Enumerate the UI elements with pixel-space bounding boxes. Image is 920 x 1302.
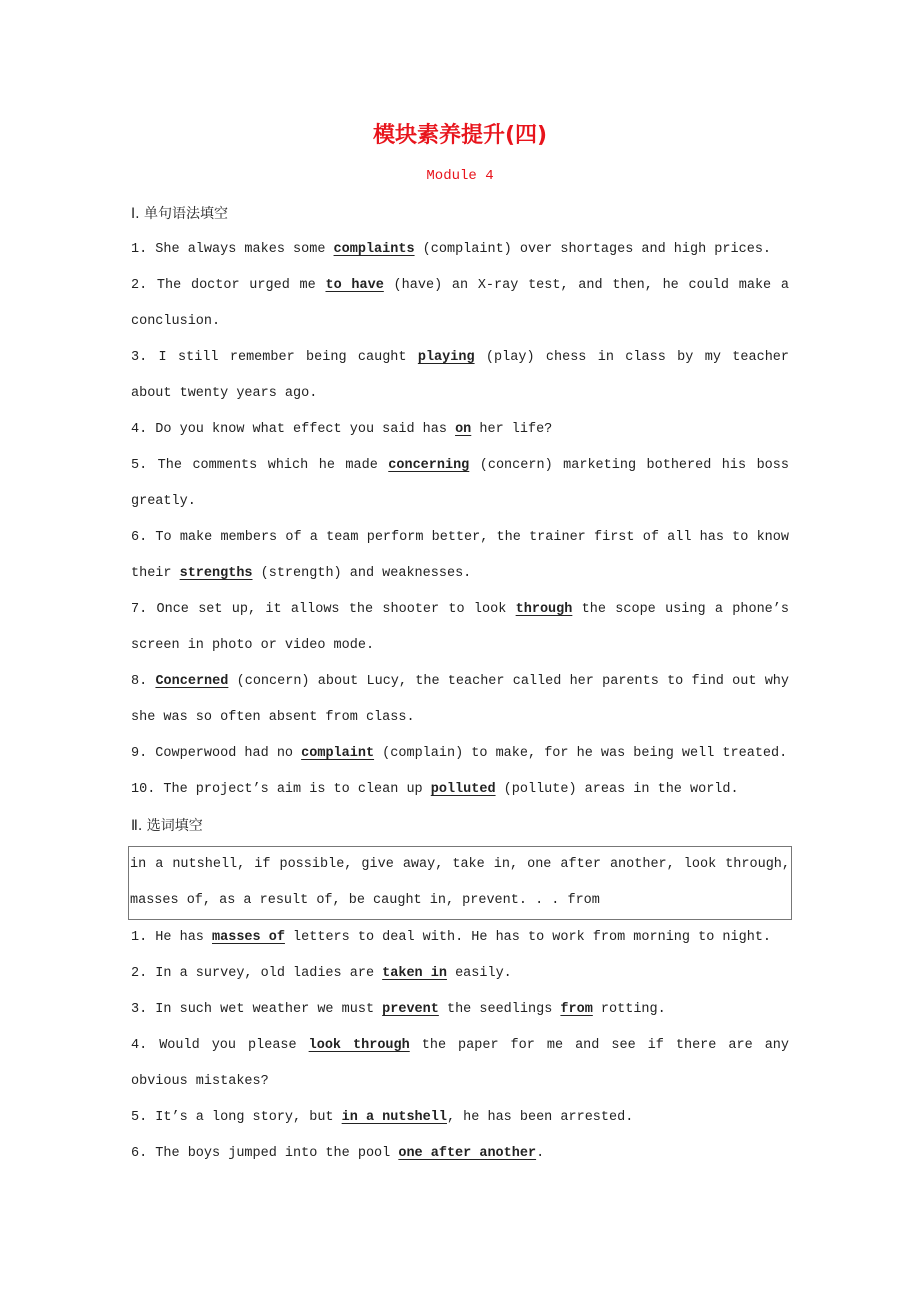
question-item — [131, 412, 789, 448]
question-text: 6. The boys jumped into the pool — [131, 1146, 399, 1161]
question-text: letters to deal with. He has to work from morning to night. — [284, 930, 772, 945]
question-text: 4. Do you know what effect you said has — [131, 422, 456, 437]
question-text: , he has been arrested. — [446, 1110, 634, 1125]
question-text: (have) an X-ray test, and then, he could make a conclusion. — [131, 278, 789, 329]
question-text: 7. Once set up, it allows the shooter to look — [131, 602, 516, 617]
question-item — [131, 1100, 789, 1136]
answer-text: on — [455, 422, 472, 437]
question-text: (concern) about Lucy, the teacher called her parents to find out why she was so often absent from class. — [131, 674, 789, 725]
question-text: (complain) to make, for he was being well treated. — [374, 746, 788, 761]
answer-text: strengths — [179, 566, 253, 581]
question-text: easily. — [446, 966, 512, 981]
section-1-heading: Ⅰ. 单句语法填空 — [131, 206, 229, 222]
question-text: 2. In a survey, old ladies are — [131, 966, 383, 981]
answer-text: through — [515, 602, 573, 617]
answer-text: complaints — [333, 242, 415, 257]
question-item — [131, 340, 789, 412]
question-text: the paper for me and see if there are any obvious mistakes? — [131, 1038, 789, 1089]
answer-text: taken in — [382, 966, 447, 981]
word-box: in a nutshell, if possible, give away, take in, one after another, look through, masses of, as a result of, be caught in, prevent. . . from — [128, 846, 792, 920]
answer-text: look through — [308, 1038, 410, 1053]
question-text: (strength) and weaknesses. — [252, 566, 472, 581]
question-item — [131, 772, 789, 808]
question-text: 2. The doctor urged me — [131, 278, 326, 293]
question-text: 9. Cowperwood had no — [131, 746, 302, 761]
answer-text: complaint — [301, 746, 375, 761]
answer-text: one after another — [398, 1146, 537, 1161]
question-item — [131, 232, 789, 268]
question-text: 1. She always makes some — [131, 242, 334, 257]
question-item — [131, 520, 789, 592]
question-item — [131, 956, 789, 992]
section-2-items — [131, 920, 789, 1172]
answer-text: Concerned — [155, 674, 229, 689]
answer-text: to have — [325, 278, 384, 293]
question-text: 5. It’s a long story, but — [131, 1110, 342, 1125]
answer-text: polluted — [430, 782, 496, 797]
question-text: 10. The project’s aim is to clean up — [131, 782, 431, 797]
question-text: 1. He has — [131, 930, 213, 945]
page-subtitle: Module 4 — [426, 168, 494, 184]
question-text: 3. I still remember being caught — [131, 350, 418, 365]
question-text: 3. In such wet weather we must — [131, 1002, 383, 1017]
answer-text: playing — [417, 350, 475, 365]
question-text: the seedlings — [438, 1002, 561, 1017]
question-text: 4. Would you please — [131, 1038, 309, 1053]
section-2-heading: Ⅱ. 选词填空 — [131, 818, 203, 834]
question-item — [131, 268, 789, 340]
question-item — [131, 992, 789, 1028]
question-text: (complaint) over shortages and high prices. — [414, 242, 772, 257]
question-text: (play) chess in class by my teacher about twenty years ago. — [131, 350, 789, 401]
content — [131, 196, 789, 1172]
answer-text: prevent — [382, 1002, 439, 1017]
question-text: (concern) marketing bothered his boss greatly. — [131, 458, 789, 509]
question-text: 8. — [131, 674, 156, 689]
question-item — [131, 448, 789, 520]
question-text: the scope using a phone’s screen in photo or video mode. — [131, 602, 789, 653]
page-title: 模块素养提升(四) — [372, 123, 548, 148]
question-text: (pollute) areas in the world. — [495, 782, 739, 797]
question-text: rotting. — [592, 1002, 666, 1017]
section-1-items — [131, 232, 789, 808]
answer-text: masses of — [212, 930, 285, 945]
answer-text: in a nutshell — [341, 1110, 447, 1125]
question-text: her life? — [471, 422, 553, 437]
question-item — [131, 664, 789, 736]
question-item — [131, 736, 789, 772]
question-item — [131, 1028, 789, 1100]
question-text: 5. The comments which he made — [131, 458, 389, 473]
question-item — [131, 592, 789, 664]
question-text: . — [536, 1146, 545, 1161]
question-item — [131, 1136, 789, 1172]
question-item — [131, 920, 789, 956]
answer-text: from — [560, 1002, 593, 1017]
question-text: 6. To make members of a team perform better, the trainer first of all has to know their — [131, 530, 789, 581]
answer-text: concerning — [388, 458, 470, 473]
